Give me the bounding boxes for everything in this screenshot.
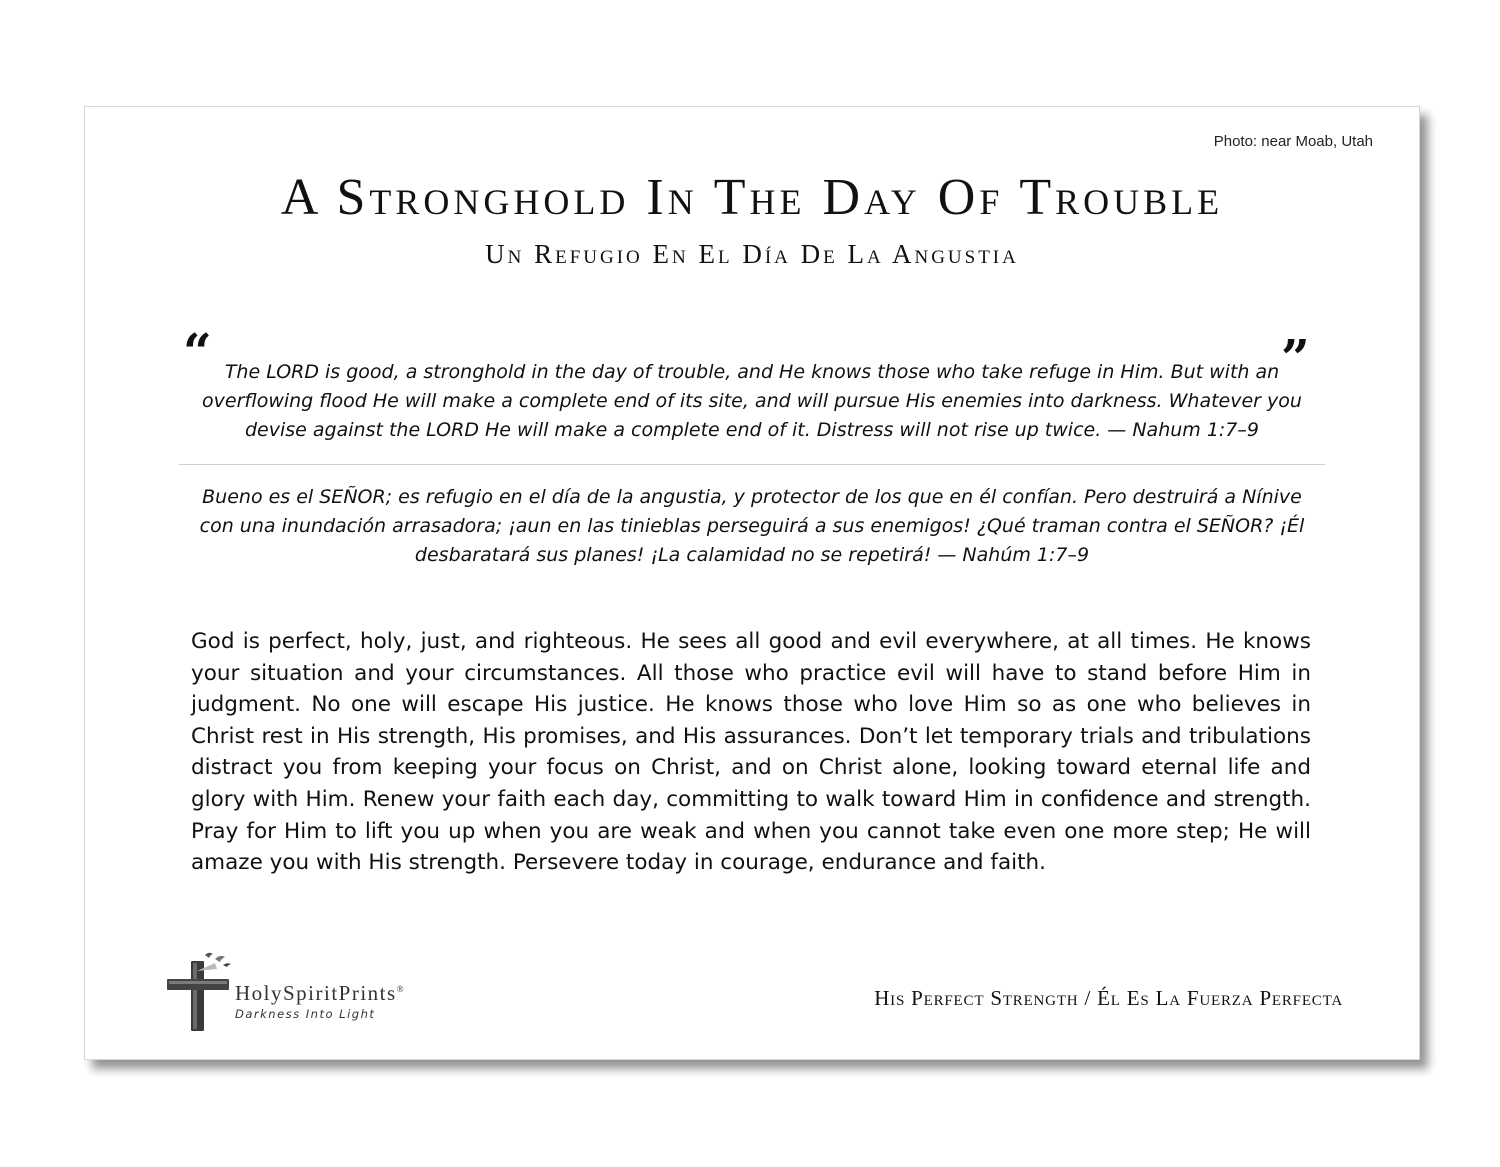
page-title: A Stronghold In The Day Of Trouble xyxy=(280,169,1224,226)
verse-english: The LORD is good, a stronghold in the day of trouble, and He knows those who take refuge in Him. But with an overflowing flood He will make a complete end of its site, and will pursue His enemies into darkness. Whatever you devise against the LORD He will make a complete end of it. Distress will not rise up twice. — Nahum 1:7–9 xyxy=(202,361,1302,441)
page-subtitle: Un Refugio En El Día De La Angustia xyxy=(485,239,1019,269)
close-quote-icon: ” xyxy=(1281,328,1310,387)
devotional-card xyxy=(84,106,1420,1060)
divider xyxy=(179,464,1325,465)
devotional-text: God is perfect, holy, just, and righteous. He sees all good and evil everywhere, at all times. He knows your situation and your circumstances. All those who practice evil will have to stand before Him in judgment. No one will escape His justice. He knows those who love Him so as one who believes in Christ rest in His strength, His promises, and His assurances. Don’t let temporary trials and tribulations distract you from keeping your focus on Christ, and on Christ alone, looking toward eternal life and glory with Him. Renew your faith each day, committing to walk toward Him in confidence and strength. Pray for Him to lift you up when you are weak and when you cannot take even one more step; He will amaze you with His strength. Persevere today in courage, endurance and faith. xyxy=(191,629,1311,876)
registered-mark: ® xyxy=(396,984,404,994)
cross-doves-icon xyxy=(165,949,235,1033)
verse-spanish: Bueno es el SEÑOR; es refugio en el día de la angustia, y protector de los que en él confían. Pero destruirá a Nínive con una inundación arrasadora; ¡aun en las tinieblas perseguirá a sus enemigos! ¿Qué traman contra el SEÑOR? ¡Él desbaratará sus planes! ¡La calamidad no se repetirá! — Nahúm 1:7–9 xyxy=(199,486,1305,566)
logo-name: HolySpiritPrints® xyxy=(235,981,404,1005)
photo-credit: Photo: near Moab, Utah xyxy=(1213,133,1373,150)
open-quote-icon: “ xyxy=(183,322,212,381)
brand-logo xyxy=(165,949,485,1033)
series-title: His Perfect Strength / Él Es La Fuerza Perfecta xyxy=(874,986,1343,1010)
logo-tagline: Darkness Into Light xyxy=(235,1007,376,1021)
